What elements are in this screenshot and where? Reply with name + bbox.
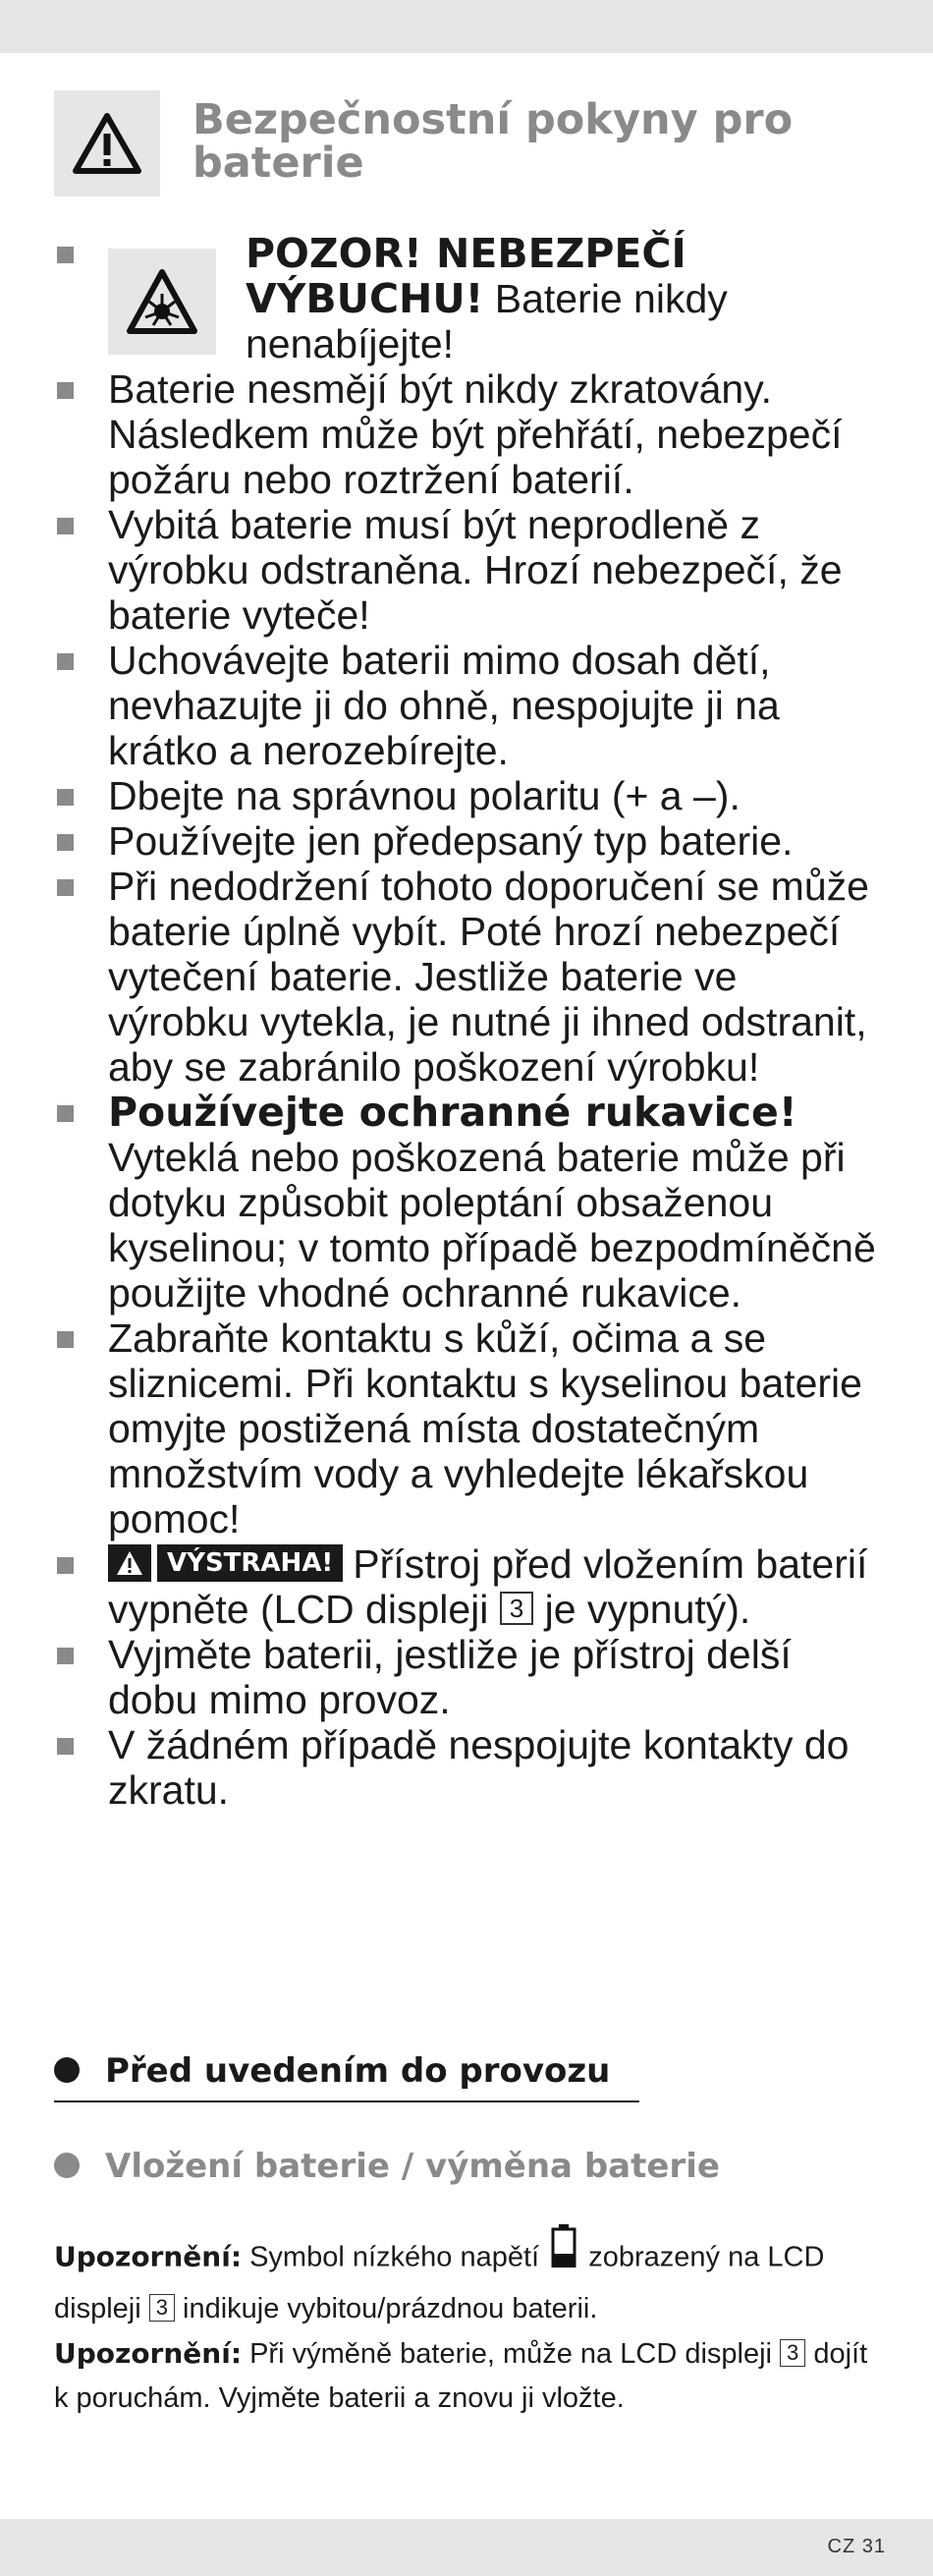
warning-badge [108, 1544, 343, 1582]
note-text: Při výměně baterie, může na LCD displeji [242, 2338, 781, 2370]
note-label: Upozornění: [54, 2240, 243, 2273]
bullet-square [57, 518, 74, 534]
section-heading-battery [54, 2147, 720, 2186]
bullet-square [57, 1648, 74, 1664]
list-item [54, 366, 889, 502]
item-text: Vyteklá nebo poškozená baterie může při dotyku způsobit poleptání obsaženou kyselinou; v tomto případě bezpodmíněčně použijte vhodné ochranné rukavice. [108, 1135, 876, 1316]
bullet-dot [54, 2057, 80, 2083]
reference-number: 3 [149, 2294, 175, 2322]
low-battery-icon [551, 2224, 576, 2281]
section-title: Vložení baterie / výměna baterie [105, 2147, 720, 2186]
item-text: Vyjměte baterii, jestliže je přístroj delší dobu mimo provoz. [108, 1632, 792, 1722]
bullet-square [57, 1105, 74, 1122]
section-title: Před uvedením do provozu [105, 2051, 611, 2091]
gloves-heading: Používejte ochranné rukavice! [108, 1089, 797, 1136]
item-text: Při nedodržení tohoto doporučení se může baterie úplně vybít. Poté hrozí nebezpečí vytečení baterie. Jestliže baterie ve výrobku vytekla, je nutné ji ihned odstranit, aby se zabránilo poškození výrobku! [108, 864, 869, 1090]
note-text: indikuje vybitou/prázdnou baterii. [174, 2293, 598, 2324]
page-number: CZ 31 [827, 2536, 886, 2557]
reference-number: 3 [500, 1592, 533, 1625]
bullet-square [57, 653, 74, 670]
note-low-voltage [54, 2230, 889, 2331]
reference-number: 3 [780, 2339, 805, 2367]
list-item [54, 1316, 889, 1541]
bullet-square [57, 879, 74, 896]
list-item [54, 818, 889, 864]
warning-triangle-icon [108, 1544, 151, 1582]
explosion-warning-icon [108, 249, 216, 355]
safety-list [54, 231, 889, 1813]
list-item [54, 1722, 889, 1813]
note-label: Upozornění: [54, 2337, 243, 2370]
item-text: Vybitá baterie musí být neprodleně z výrobku odstraněna. Hrozí nebezpečí, že baterie vyteče! [108, 502, 843, 638]
item-text: je vypnutý). [533, 1587, 751, 1632]
list-item [54, 1541, 889, 1632]
bullet-square [57, 382, 74, 399]
bullet-dot [54, 2153, 80, 2178]
item-text: Dbejte na správnou polaritu (+ a –). [108, 773, 741, 818]
notes [54, 2230, 889, 2421]
list-item [54, 773, 889, 818]
note-text: dojít k poruchám. Vyjměte baterii a znovu ji vložte. [54, 2338, 868, 2414]
list-item [54, 231, 889, 366]
item-text: Přístroj před vložením baterií vypněte (LCD displeji [108, 1541, 868, 1632]
note-text: Symbol nízkého napětí [242, 2241, 548, 2273]
list-item [54, 1090, 889, 1316]
list-item [54, 638, 889, 773]
bullet-square [57, 1331, 74, 1348]
section-heading-before-use [54, 2051, 610, 2091]
bottom-bar [0, 2519, 933, 2576]
warning-triangle-icon [54, 90, 160, 196]
bullet-square [57, 834, 74, 851]
item-text: Uchovávejte baterii mimo dosah dětí, nevhazujte ji do ohně, nespojujte ji na krátko a nerozebírejte. [108, 638, 780, 773]
danger-heading: POZOR! NEBEZPEČÍ VÝBUCHU! [246, 230, 686, 322]
warning-label: VÝSTRAHA! [157, 1544, 343, 1582]
bullet-square [57, 789, 74, 806]
item-text: Baterie nesmějí být nikdy zkratovány. Následkem může být přehřátí, nebezpečí požáru nebo roztržení baterií. [108, 366, 843, 502]
bullet-square [57, 1557, 74, 1574]
list-item [54, 1632, 889, 1722]
list-item [54, 502, 889, 638]
section-underline [54, 2100, 639, 2102]
top-bar [0, 0, 933, 53]
page-title: Bezpečnostní pokyny pro baterie [192, 95, 794, 188]
item-text: Používejte jen předepsaný typ baterie. [108, 818, 794, 864]
item-text: Baterie nikdy nenabíjejte! [246, 276, 728, 366]
bullet-square [57, 1738, 74, 1755]
note-battery-change [54, 2331, 889, 2421]
list-item-text [246, 231, 889, 366]
note-text: zobrazený na LCD displeji [54, 2241, 825, 2324]
list-item [54, 864, 889, 1090]
item-text: V žádném případě nespojujte kontakty do zkratu. [108, 1722, 850, 1813]
item-text: Zabraňte kontaktu s kůží, očima a se sliznicemi. Při kontaktu s kyselinou baterie omyjte postižená místa dostatečným množstvím vody a vyhledejte lékařskou pomoc! [108, 1316, 862, 1541]
bullet-square [57, 247, 74, 263]
